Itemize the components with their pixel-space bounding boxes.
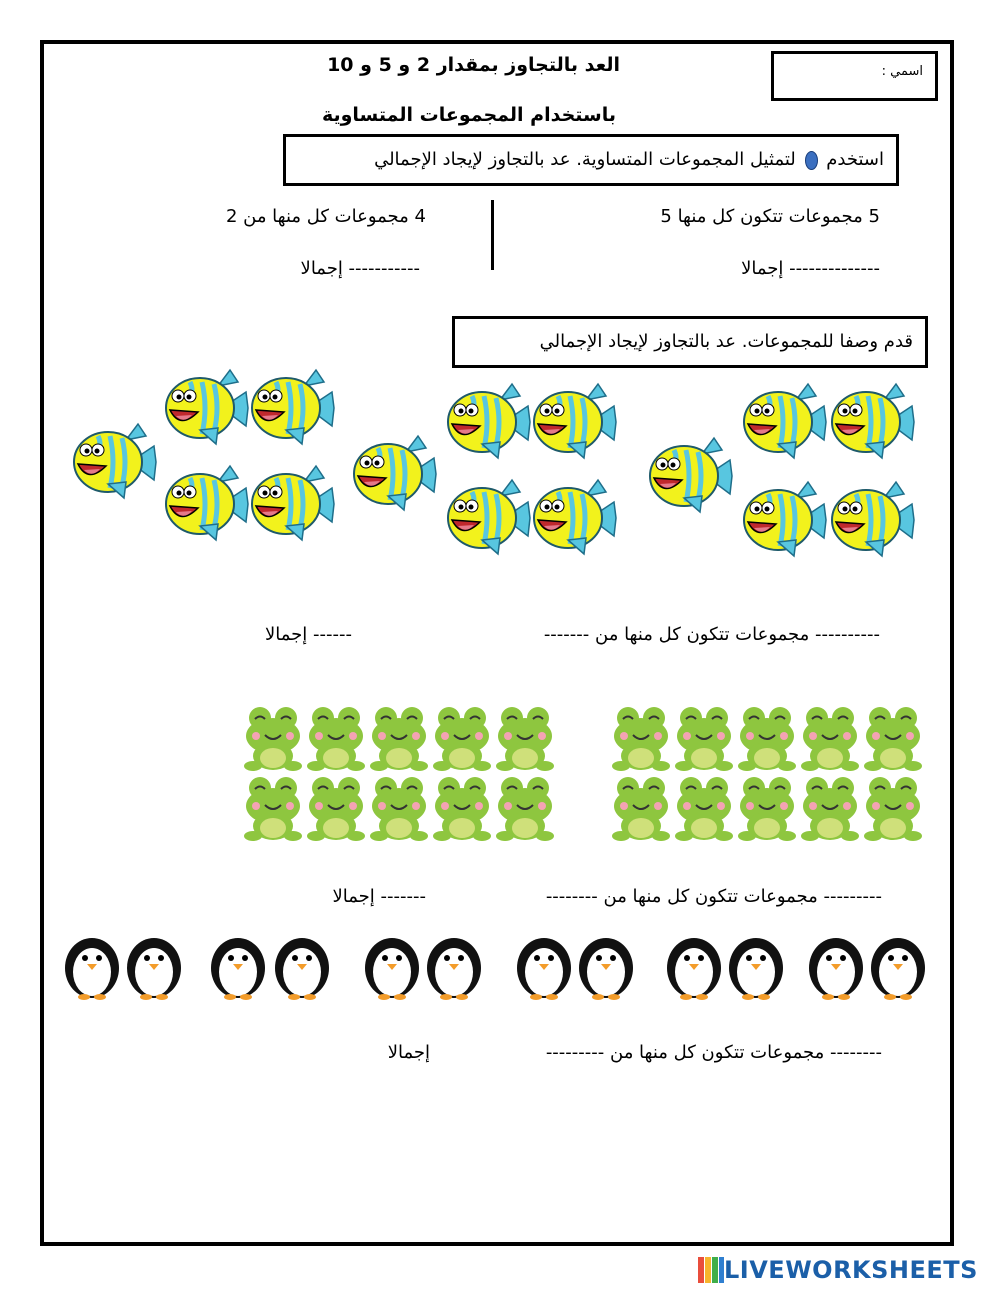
frog-icon <box>496 777 554 841</box>
frog-icon <box>864 777 922 841</box>
frog-groups-line[interactable]: --------- مجموعات تتكون كل منها من -------- <box>545 886 882 907</box>
fish-icon <box>166 466 248 540</box>
column-divider <box>491 200 494 270</box>
logo-text: LIVEWORKSHEETS <box>724 1256 978 1284</box>
frog-icon <box>370 777 428 841</box>
penguin-group-1 <box>65 938 181 1000</box>
fish-group-2 <box>354 384 616 554</box>
fish-icon <box>832 482 914 556</box>
frog-icon <box>612 777 670 841</box>
frog-icon <box>801 777 859 841</box>
fish-total-line[interactable]: ------ إجمالا <box>265 624 352 645</box>
instruction-1-end: لتمثيل المجموعات المتساوية. عد بالتجاوز لإيجاد الإجمالي <box>374 149 796 170</box>
fish-group-3 <box>650 384 914 556</box>
fish-icon <box>534 480 616 554</box>
penguin-icon <box>517 938 571 1000</box>
fish-group-1 <box>74 370 334 540</box>
left-group-prompt: 4 مجموعات كل منها من 2 <box>225 206 426 227</box>
fish-icon <box>650 438 732 512</box>
penguin-group-3 <box>365 938 481 1000</box>
frog-icon <box>496 707 554 771</box>
frog-icon <box>307 777 365 841</box>
name-box[interactable] <box>771 51 938 101</box>
penguin-icon <box>579 938 633 1000</box>
blue-dot-icon <box>805 151 818 170</box>
penguin-group-6 <box>809 938 925 1000</box>
fish-icon <box>832 384 914 458</box>
penguin-total-line[interactable]: إجمالا <box>387 1042 430 1063</box>
liveworksheets-logo <box>698 1255 978 1285</box>
frog-icon <box>433 707 491 771</box>
frog-icon <box>612 707 670 771</box>
frog-icon <box>244 707 302 771</box>
instruction-1 <box>374 149 884 170</box>
fish-icon <box>534 384 616 458</box>
penguin-icon <box>65 938 119 1000</box>
frog-icon <box>738 707 796 771</box>
penguin-groups-line[interactable]: -------- مجموعات تتكون كل منها من --------- <box>545 1042 882 1063</box>
penguin-picture <box>58 934 938 1006</box>
left-total-blank[interactable]: ----------- إجمالا <box>300 258 420 279</box>
right-total-blank[interactable]: -------------- إجمالا <box>741 258 880 279</box>
instruction-1-start: استخدم <box>826 149 884 170</box>
fish-icon <box>354 436 436 510</box>
frog-icon <box>307 707 365 771</box>
instruction-box-1 <box>283 134 899 186</box>
penguin-group-2 <box>211 938 329 1000</box>
fish-icon <box>448 480 530 554</box>
penguin-icon <box>211 938 265 1000</box>
fish-groups-line[interactable]: ---------- مجموعات تتكون كل منها من ------- <box>543 624 880 645</box>
penguin-group-4 <box>517 938 633 1000</box>
penguin-icon <box>127 938 181 1000</box>
frog-icon <box>370 707 428 771</box>
penguin-icon <box>809 938 863 1000</box>
fish-icon <box>744 482 826 556</box>
fish-icon <box>448 384 530 458</box>
frog-picture <box>240 702 930 842</box>
fish-icon <box>74 424 156 498</box>
fish-icon <box>252 466 334 540</box>
penguin-icon <box>427 938 481 1000</box>
penguin-icon <box>871 938 925 1000</box>
worksheet-subtitle: باستخدام المجموعات المتساوية <box>321 104 616 126</box>
fish-icon <box>744 384 826 458</box>
penguin-icon <box>365 938 419 1000</box>
fish-picture <box>60 360 940 580</box>
penguin-icon <box>729 938 783 1000</box>
right-group-prompt: 5 مجموعات تتكون كل منها 5 <box>660 206 880 227</box>
frog-icon <box>864 707 922 771</box>
logo-mark-icon <box>698 1257 724 1283</box>
fish-icon <box>252 370 334 444</box>
frog-icon <box>738 777 796 841</box>
penguin-icon <box>667 938 721 1000</box>
frog-group-1 <box>244 707 554 841</box>
name-label: اسمي : <box>881 64 923 79</box>
instruction-2: قدم وصفا للمجموعات. عد بالتجاوز لإيجاد الإجمالي <box>539 331 913 352</box>
frog-icon <box>433 777 491 841</box>
penguin-group-5 <box>667 938 783 1000</box>
frog-icon <box>675 707 733 771</box>
frog-icon <box>244 777 302 841</box>
frog-total-line[interactable]: ------- إجمالا <box>332 886 426 907</box>
frog-icon <box>801 707 859 771</box>
frog-group-2 <box>612 707 922 841</box>
frog-icon <box>675 777 733 841</box>
worksheet-title: العد بالتجاوز بمقدار 2 و 5 و 10 <box>327 54 620 76</box>
fish-icon <box>166 370 248 444</box>
penguin-icon <box>275 938 329 1000</box>
